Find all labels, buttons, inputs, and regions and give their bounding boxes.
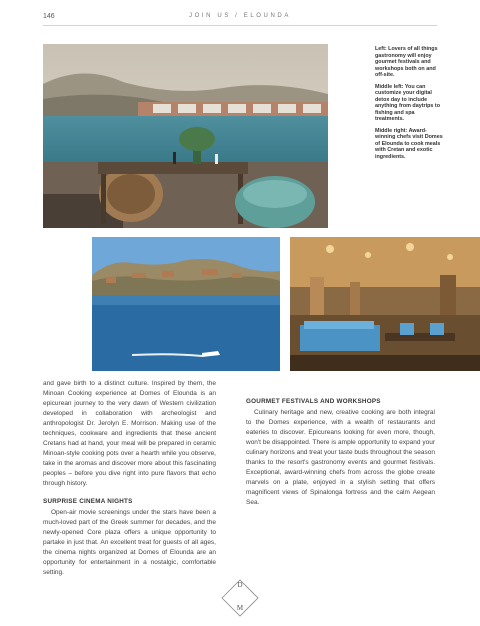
- running-header: JOIN US / ELOUNDA: [189, 13, 291, 19]
- photo-captions: [375, 46, 445, 165]
- header-rule: [43, 25, 437, 26]
- logo-letter-m: M: [236, 604, 244, 612]
- restaurant-interior-photo: [290, 237, 480, 371]
- caption-left: Left: Lovers of all things gastronomy will enjoy gourmet festivals and workshops both on and off-site.: [375, 46, 438, 78]
- article-column-right: [246, 379, 435, 508]
- paragraph-cinema-nights: Open-air movie screenings under the stars have been a much-loved part of the Greek summer for decades, and the newly-opened Core plaza offers a unique opportunity to partake in just that. An excellent treat for guests of all ages, the cinema nights organized at Domes of Elounda are an opportunity for entertainment in a nostalgic, comfortable setting.: [43, 509, 216, 576]
- domes-monogram-logo: [216, 576, 264, 620]
- page-number: 146: [43, 13, 55, 20]
- caption-middle-right: Middle right: Award-winning chefs visit Domes of Elounda to cook meals with Cretan and exotic ingredients.: [375, 127, 443, 160]
- poolside-dining-photo: [43, 44, 328, 228]
- article-column-left: [43, 379, 216, 578]
- heading-cinema-nights: SURPRISE CINEMA NIGHTS: [43, 498, 133, 505]
- caption-middle-left: Middle left: You can customize your digital detox day to include anything from daytrips to fishing and spa treatments.: [375, 83, 440, 122]
- heading-gourmet-festivals: GOURMET FESTIVALS AND WORKSHOPS: [246, 398, 381, 405]
- island-speedboat-photo: [92, 237, 280, 371]
- logo-letter-d: D: [237, 581, 243, 589]
- paragraph-minoan-cooking: and gave birth to a distinct culture. Inspired by them, the Minoan Cooking experience at Domes of Elounda is an epicurean journey to the very dawn of Western civilization developed in collaboration with archeologist and anthropologist Dr. Jerolyn E. Morrison. Making use of the techniques, cookware and ingredients that these ancient Cretans had at hand, your meal will be prepared in ceramic Minoan-style cooking pots over a hearth while you observe, take in the aromas and discover more about this fascinating peoples – before you dive right into pure flavors that echo through history.: [43, 380, 216, 487]
- paragraph-gourmet-festivals: Culinary heritage and new, creative cooking are both integral to the Domes experience, with a wealth of restaurants and eateries to discover. Epicureans looking for even more, though, won't be disappointed. There is ample opportunity to expand your culinary horizons and treat your taste buds throughout the season thanks to the resort's gastronomy events and gourmet festivals. Exceptional, award-winning chefs from across the globe create marvels on a plate, enjoyed in a stylish setting that offers magnificent views of Spinalonga fortress and the calm Aegean Sea.: [246, 409, 435, 506]
